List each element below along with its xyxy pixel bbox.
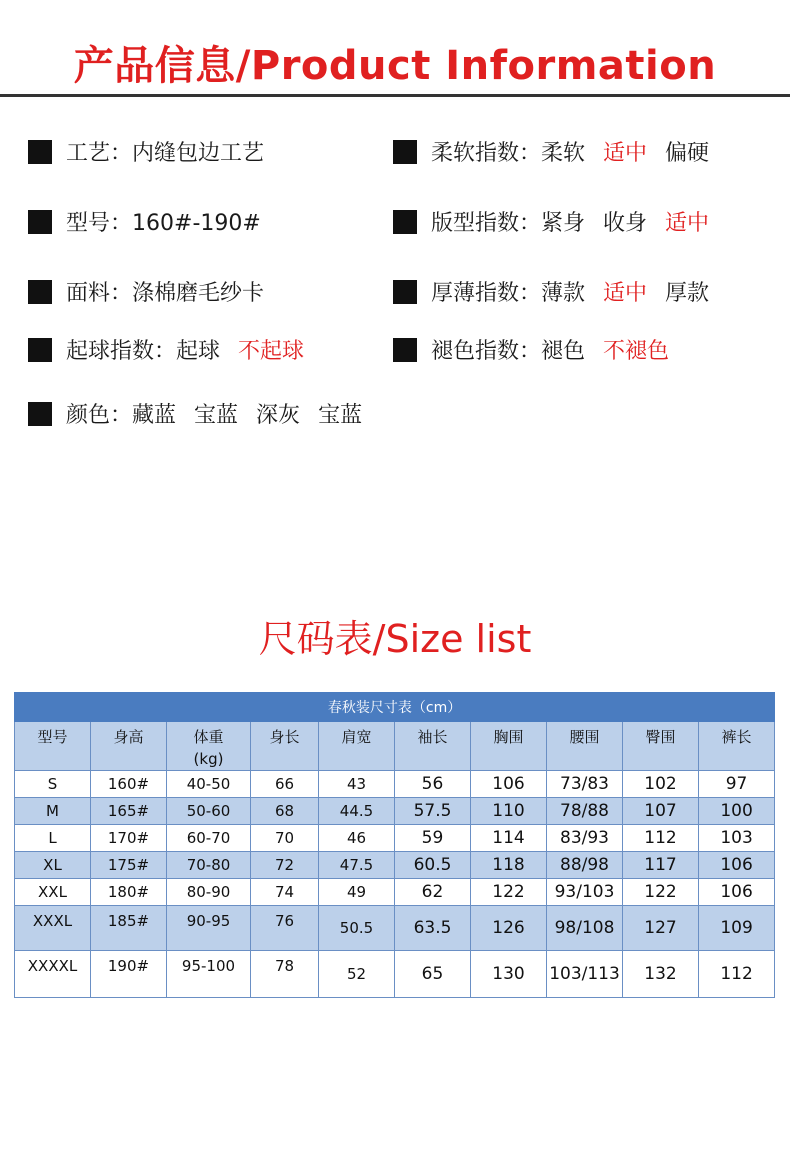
size-table-header-cell: 袖长 [395,722,471,771]
attribute-value: 偏硬 [665,141,710,166]
bullet-square-icon [28,280,52,304]
table-cell: 44.5 [319,798,395,825]
table-cell: 78/88 [547,798,623,825]
attribute-value: 深灰 [256,403,301,428]
size-table-body [15,771,775,998]
attribute-value: 紧身 [541,211,586,236]
table-cell: XXXL [15,906,91,951]
table-cell: 165# [91,798,167,825]
table-cell: 103 [699,825,775,852]
attribute-row-left-3 [28,337,322,367]
table-cell: XL [15,852,91,879]
table-cell: 122 [471,879,547,906]
table-cell: 60-70 [167,825,251,852]
attribute-row-left-2 [28,279,282,309]
table-cell: 43 [319,771,395,798]
size-table-header-cell: 胸围 [471,722,547,771]
table-cell: 90-95 [167,906,251,951]
table-cell: M [15,798,91,825]
attribute-value: 内缝包边工艺 [132,141,265,166]
table-cell: 127 [623,906,699,951]
table-cell: 46 [319,825,395,852]
attribute-label: 面料： [66,281,133,306]
table-cell: 107 [623,798,699,825]
size-table-header-cell: 裤长 [699,722,775,771]
size-table-header-cell: 身高 [91,722,167,771]
table-cell: 122 [623,879,699,906]
bullet-square-icon [393,140,417,164]
table-cell: 98/108 [547,906,623,951]
attribute-value: 收身 [603,211,648,236]
table-cell: 95-100 [167,951,251,998]
table-cell: 50.5 [319,906,395,951]
table-cell: 106 [699,879,775,906]
table-cell: 74 [251,879,319,906]
table-cell: 109 [699,906,775,951]
table-cell: 170# [91,825,167,852]
size-table-header-cell: 体重 (kg) [167,722,251,771]
table-cell: 185# [91,906,167,951]
table-cell: 83/93 [547,825,623,852]
table-row [15,825,775,852]
bullet-square-icon [393,210,417,234]
table-cell: 112 [623,825,699,852]
size-table-header-cell: 身长 [251,722,319,771]
table-cell: 114 [471,825,547,852]
table-cell: 130 [471,951,547,998]
size-table-caption: 春秋装尺寸表（cm） [15,693,775,722]
bullet-square-icon [28,210,52,234]
attribute-value-selected: 适中 [665,211,710,236]
table-cell: 100 [699,798,775,825]
table-cell: 49 [319,879,395,906]
table-cell: 97 [699,771,775,798]
table-cell: 66 [251,771,319,798]
table-cell: 50-60 [167,798,251,825]
table-row [15,879,775,906]
table-cell: 78 [251,951,319,998]
size-table-header-cell: 臀围 [623,722,699,771]
table-cell: S [15,771,91,798]
attribute-row-left-1 [28,209,279,239]
table-cell: 180# [91,879,167,906]
table-cell: 40-50 [167,771,251,798]
table-cell: 117 [623,852,699,879]
bullet-square-icon [28,140,52,164]
attribute-value: 柔软 [541,141,586,166]
attribute-value: 起球 [176,339,221,364]
table-cell: 118 [471,852,547,879]
table-cell: 80-90 [167,879,251,906]
bullet-square-icon [393,280,417,304]
table-cell: 160# [91,771,167,798]
table-row [15,906,775,951]
attribute-label: 褪色指数： [431,339,542,364]
attribute-value-selected: 不起球 [238,339,305,364]
table-cell: 110 [471,798,547,825]
table-cell: L [15,825,91,852]
size-table-header-cell: 型号 [15,722,91,771]
attribute-label: 起球指数： [66,339,177,364]
table-cell: 65 [395,951,471,998]
attribute-row-left-4 [28,401,380,431]
attribute-value: 薄款 [541,281,586,306]
attribute-value: 涤棉磨毛纱卡 [132,281,265,306]
table-cell: 73/83 [547,771,623,798]
attribute-label: 工艺： [66,141,133,166]
size-list-title: 尺码表/Size list [258,617,532,661]
table-row [15,771,775,798]
table-cell: 68 [251,798,319,825]
attribute-value-selected: 适中 [603,141,648,166]
attribute-row-right-0 [393,139,727,169]
size-table-header-row [15,722,775,771]
table-row [15,852,775,879]
attribute-row-right-3 [393,337,687,367]
attribute-value: 厚款 [665,281,710,306]
table-row [15,951,775,998]
attribute-value-selected: 适中 [603,281,648,306]
table-cell: 63.5 [395,906,471,951]
table-cell: 175# [91,852,167,879]
table-cell: 62 [395,879,471,906]
table-cell: 132 [623,951,699,998]
attribute-label: 厚薄指数： [431,281,542,306]
table-cell: 57.5 [395,798,471,825]
table-cell: XXL [15,879,91,906]
table-cell: 72 [251,852,319,879]
table-cell: 102 [623,771,699,798]
attribute-value: 宝蓝 [194,403,239,428]
table-cell: 70 [251,825,319,852]
table-cell: XXXXL [15,951,91,998]
bullet-square-icon [28,338,52,362]
attribute-value: 褪色 [541,339,586,364]
table-cell: 60.5 [395,852,471,879]
attribute-label: 颜色： [66,403,133,428]
attribute-value: 160#-190# [132,211,261,236]
title-divider [0,94,790,97]
table-cell: 190# [91,951,167,998]
attribute-value: 藏蓝 [132,403,177,428]
table-cell: 70-80 [167,852,251,879]
bullet-square-icon [393,338,417,362]
table-cell: 47.5 [319,852,395,879]
product-info-title: 产品信息/Product Information [73,43,717,89]
table-cell: 59 [395,825,471,852]
attribute-value: 宝蓝 [318,403,363,428]
size-table-header-cell: 腰围 [547,722,623,771]
attribute-row-left-0 [28,139,282,169]
table-cell: 52 [319,951,395,998]
attribute-label: 型号： [66,211,133,236]
table-cell: 88/98 [547,852,623,879]
table-cell: 112 [699,951,775,998]
table-cell: 56 [395,771,471,798]
attribute-row-right-2 [393,279,727,309]
bullet-square-icon [28,402,52,426]
attribute-label: 版型指数： [431,211,542,236]
table-cell: 106 [699,852,775,879]
table-cell: 103/113 [547,951,623,998]
attribute-row-right-1 [393,209,727,239]
size-table [14,692,775,998]
size-table-header-cell: 肩宽 [319,722,395,771]
attribute-value-selected: 不褪色 [603,339,670,364]
attribute-label: 柔软指数： [431,141,542,166]
table-cell: 106 [471,771,547,798]
table-cell: 93/103 [547,879,623,906]
table-cell: 126 [471,906,547,951]
table-cell: 76 [251,906,319,951]
table-row [15,798,775,825]
